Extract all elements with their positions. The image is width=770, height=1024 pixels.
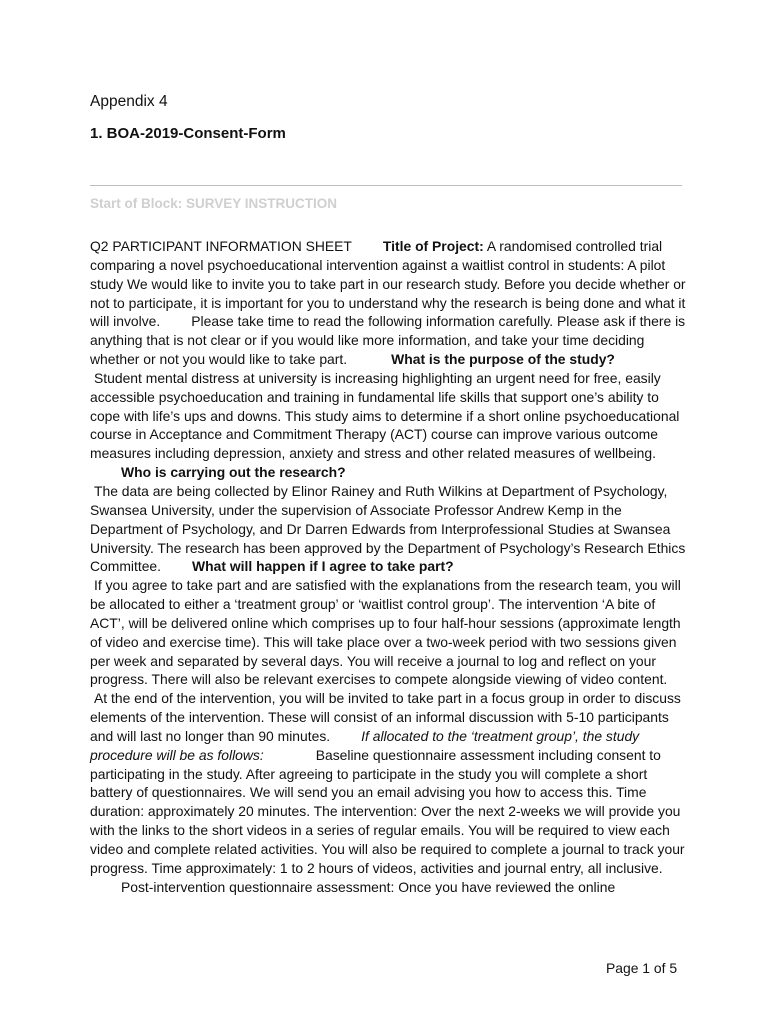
appendix-label: Appendix 4 [90,93,168,110]
title-label: Title of Project: [382,238,484,254]
agree-heading: What will happen if I agree to take part? [192,558,454,575]
purpose-heading: What is the purpose of the study? [391,351,615,368]
agree-paragraph: If you agree to take part and are satisfied with the explanations from the research team, you will be allocated to either a ‘treatment group’ or ‘waitlist control group’. The intervention ‘A bite of ACT’, will be delivered online which comprises up to four half-hour sessions (approximate length of video and exercise time). This will take place over a two-week period with two sessions given per week and separated by several days. You will receive a journal to log and reflect on your progress. There will also be relevant exercises to compete alongside viewing of video content. [90,577,681,688]
post-intervention-paragraph: Post-intervention questionnaire assessment: Once you have reviewed the online [121,878,616,895]
title-text: A randomised controlled trial comparing a novel psychoeducational intervention against a waitlist control in students: A pilot study [90,238,666,292]
who-heading: Who is carrying out the research? [121,464,346,481]
focus-group-paragraph: At the end of the intervention, you will be invited to take part in a focus group in order to discuss elements of the intervention. These will consist of an informal discussion with 5-10 participants and will last no longer than 90 minutes. [90,690,681,744]
intro-paragraph-2: Please take time to read the following information carefully. Please ask if there is anything that is not clear or if you would like more information, and take your time deciding whether or not you would like to take part. [90,313,686,368]
block-start-label: Start of Block: SURVEY INSTRUCTION [90,196,338,211]
purpose-paragraph: Student mental distress at university is increasing highlighting an urgent need for free, easily accessible psychoeducation and training in fundamental life skills that support one’s ability to cope with life’s ups and downs. This study aims to determine if a short online psychoeducational course in Acceptance and Commitment Therapy (ACT) course can improve various outcome measures including depression, anxiety and stress and other related measures of wellbeing. [90,369,680,462]
who-paragraph: The data are being collected by Elinor Rainey and Ruth Wilkins at Department of Psychology, Swansea University, under the supervision of Associate Professor Andrew Kemp in the Department of Psychology, and Dr Darren Edwards from Interprofessional Studies at Swansea University. The research has been approved by the Department of Psychology’s Research Ethics Committee. [90,482,686,575]
treatment-procedure-intro: If allocated to the ‘treatment group’, the study procedure will be as follows: [90,727,640,763]
baseline-paragraph: Baseline questionnaire assessment including consent to participating in the study. After agreeing to participate in the study you will complete a short battery of questionnaires. We will send you an email advising you how to access this. Time duration: approximately 20 minutes. The intervention: Over the next 2-weeks we will provide you with the links to the short videos in a series of regular emails. You will be required to view each video and complete related activities. You will also be required to complete a journal to track your progress. Time approximately: 1 to 2 hours of videos, activities and journal entry, all inclusive. [90,746,685,876]
form-title: 1. BOA-2019-Consent-Form [90,125,286,142]
intro-paragraph-1: We would like to invite you to take part in our research study. Before you decide whether or not to participate, it is important for you to understand why the research is being done and what it will involve. [90,275,686,330]
q2-heading: Q2 PARTICIPANT INFORMATION SHEET [90,238,352,254]
information-sheet-body [90,237,686,897]
page-number: Page 1 of 5 [606,960,678,976]
divider [90,185,682,186]
